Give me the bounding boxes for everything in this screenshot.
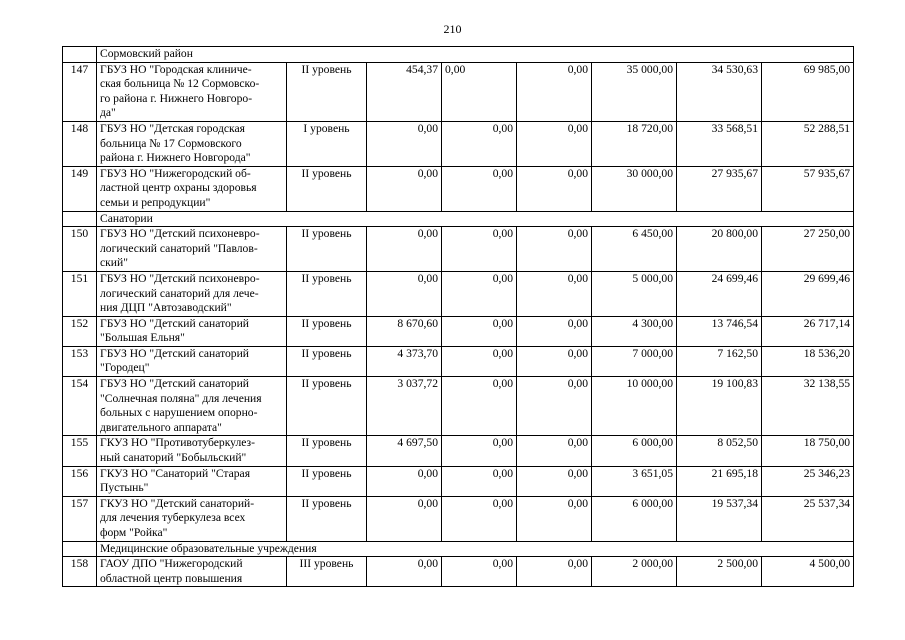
amount-c3: 0,00 [517, 496, 592, 541]
amount-c1: 8 670,60 [367, 316, 442, 346]
section-row [63, 211, 854, 227]
institution-name-line: логический санаторий "Павлов- [100, 241, 258, 255]
table-row [63, 466, 854, 496]
care-level: II уровень [287, 316, 367, 346]
amount-c2: 0,00 [442, 346, 517, 376]
institution-name-line: ГКУЗ НО "Санаторий "Старая [100, 466, 251, 480]
amount-c1: 3 037,72 [367, 377, 442, 436]
table-row [63, 121, 854, 166]
amount-c6: 57 935,67 [762, 166, 854, 211]
row-number: 158 [63, 557, 97, 587]
table-row [63, 227, 854, 272]
amount-c4: 35 000,00 [592, 62, 677, 121]
amount-c5: 33 568,51 [677, 121, 762, 166]
amount-c4: 10 000,00 [592, 377, 677, 436]
amount-c3: 0,00 [517, 62, 592, 121]
institution-name [97, 121, 287, 166]
institution-name-line: больница № 17 Сормовского [100, 136, 242, 150]
section-row [63, 541, 854, 557]
amount-c6: 18 750,00 [762, 436, 854, 466]
amount-c4: 3 651,05 [592, 466, 677, 496]
row-number: 153 [63, 346, 97, 376]
amount-c3: 0,00 [517, 166, 592, 211]
institution-name-line: да" [100, 106, 116, 120]
table-row [63, 557, 854, 587]
amount-c1: 0,00 [367, 166, 442, 211]
institution-name-line: ский" [100, 256, 128, 270]
institution-name [97, 466, 287, 496]
institution-name-line: ГБУЗ НО "Детский санаторий [100, 346, 249, 360]
amount-c1: 0,00 [367, 496, 442, 541]
institution-name-line: ГБУЗ НО "Нижегородский об- [100, 166, 251, 180]
table-row [63, 377, 854, 436]
table-row [63, 271, 854, 316]
row-number: 150 [63, 227, 97, 272]
institution-name-line: ный санаторий "Бобыльский" [100, 451, 247, 465]
amount-c6: 25 346,23 [762, 466, 854, 496]
amount-c4: 18 720,00 [592, 121, 677, 166]
amount-c3: 0,00 [517, 466, 592, 496]
row-number: 149 [63, 166, 97, 211]
institution-name-line: ГБУЗ НО "Детская городская [100, 121, 245, 135]
amount-c3: 0,00 [517, 316, 592, 346]
amount-c4: 4 300,00 [592, 316, 677, 346]
care-level: II уровень [287, 436, 367, 466]
institution-name-line: ГАОУ ДПО "Нижегородский [100, 557, 243, 571]
amount-c6: 4 500,00 [762, 557, 854, 587]
institution-name-line: областной центр повышения [100, 571, 243, 585]
amount-c6: 18 536,20 [762, 346, 854, 376]
institution-name-line: ГБУЗ НО "Городская клиниче- [100, 62, 252, 76]
institution-name-line: ГБУЗ НО "Детский психоневро- [100, 227, 260, 241]
amount-c5: 24 699,46 [677, 271, 762, 316]
institution-name-line: района г. Нижнего Новгорода" [100, 151, 251, 165]
amount-c2: 0,00 [442, 557, 517, 587]
table-row [63, 316, 854, 346]
care-level: II уровень [287, 62, 367, 121]
amount-c5: 34 530,63 [677, 62, 762, 121]
amount-c2: 0,00 [442, 166, 517, 211]
institution-name [97, 377, 287, 436]
amount-c1: 0,00 [367, 121, 442, 166]
amount-c4: 6 450,00 [592, 227, 677, 272]
amount-c2: 0,00 [442, 121, 517, 166]
amount-c5: 13 746,54 [677, 316, 762, 346]
amount-c4: 7 000,00 [592, 346, 677, 376]
amount-c3: 0,00 [517, 121, 592, 166]
amount-c4: 2 000,00 [592, 557, 677, 587]
amount-c3: 0,00 [517, 227, 592, 272]
amount-c4: 30 000,00 [592, 166, 677, 211]
amount-c3: 0,00 [517, 557, 592, 587]
section-title: Медицинские образовательные учреждения [97, 541, 854, 557]
amount-c1: 0,00 [367, 227, 442, 272]
table-row [63, 436, 854, 466]
institution-name-line: двигательного аппарата" [100, 420, 222, 434]
care-level: II уровень [287, 271, 367, 316]
amount-c1: 4 697,50 [367, 436, 442, 466]
institution-name-line: Пустынь" [100, 481, 149, 495]
amount-c2: 0,00 [442, 496, 517, 541]
section-row [63, 47, 854, 63]
table-row [63, 166, 854, 211]
row-number: 151 [63, 271, 97, 316]
amount-c4: 5 000,00 [592, 271, 677, 316]
institution-name-line: "Городец" [100, 361, 150, 375]
row-number: 156 [63, 466, 97, 496]
row-number: 155 [63, 436, 97, 466]
amount-c5: 7 162,50 [677, 346, 762, 376]
amount-c2: 0,00 [442, 316, 517, 346]
row-number: 147 [63, 62, 97, 121]
amount-c2: 0,00 [442, 62, 517, 121]
amount-c5: 20 800,00 [677, 227, 762, 272]
institution-name [97, 227, 287, 272]
amount-c6: 32 138,55 [762, 377, 854, 436]
amount-c6: 26 717,14 [762, 316, 854, 346]
amount-c3: 0,00 [517, 271, 592, 316]
institution-name [97, 557, 287, 587]
section-num-cell [63, 541, 97, 557]
section-num-cell [63, 47, 97, 63]
institution-name-line: ГКУЗ НО "Противотуберкулез- [100, 436, 255, 450]
institution-name-line: логический санаторий для лече- [100, 286, 259, 300]
budget-table [62, 46, 854, 587]
institution-name-line: ГКУЗ НО "Детский санаторий- [100, 496, 255, 510]
amount-c5: 27 935,67 [677, 166, 762, 211]
row-number: 157 [63, 496, 97, 541]
institution-name-line: ская больница № 12 Сормовско- [100, 77, 260, 91]
amount-c1: 0,00 [367, 466, 442, 496]
table-row [63, 346, 854, 376]
amount-c3: 0,00 [517, 377, 592, 436]
care-level: III уровень [287, 557, 367, 587]
institution-name [97, 496, 287, 541]
table-row [63, 62, 854, 121]
amount-c2: 0,00 [442, 436, 517, 466]
row-number: 152 [63, 316, 97, 346]
institution-name-line: форм "Ройка" [100, 526, 168, 539]
institution-name [97, 62, 287, 121]
amount-c5: 8 052,50 [677, 436, 762, 466]
institution-name-line: для лечения туберкулеза всех [100, 511, 246, 525]
care-level: I уровень [287, 121, 367, 166]
amount-c5: 19 537,34 [677, 496, 762, 541]
amount-c1: 0,00 [367, 271, 442, 316]
amount-c2: 0,00 [442, 271, 517, 316]
institution-name [97, 271, 287, 316]
amount-c6: 27 250,00 [762, 227, 854, 272]
amount-c3: 0,00 [517, 346, 592, 376]
amount-c1: 0,00 [367, 557, 442, 587]
amount-c4: 6 000,00 [592, 436, 677, 466]
institution-name-line: ГБУЗ НО "Детский санаторий [100, 377, 249, 391]
amount-c6: 52 288,51 [762, 121, 854, 166]
institution-name-line: ния ДЦП "Автозаводский" [100, 301, 232, 315]
amount-c2: 0,00 [442, 466, 517, 496]
care-level: II уровень [287, 166, 367, 211]
amount-c5: 21 695,18 [677, 466, 762, 496]
section-title: Сормовский район [97, 47, 854, 63]
amount-c6: 29 699,46 [762, 271, 854, 316]
care-level: II уровень [287, 377, 367, 436]
section-num-cell [63, 211, 97, 227]
amount-c4: 6 000,00 [592, 496, 677, 541]
row-number: 148 [63, 121, 97, 166]
amount-c5: 2 500,00 [677, 557, 762, 587]
institution-name [97, 316, 287, 346]
institution-name-line: го района г. Нижнего Новгоро- [100, 91, 253, 105]
institution-name-line: ластной центр охраны здоровья [100, 181, 257, 195]
care-level: II уровень [287, 346, 367, 376]
institution-name-line: семьи и репродукции" [100, 195, 211, 209]
care-level: II уровень [287, 466, 367, 496]
amount-c3: 0,00 [517, 436, 592, 466]
institution-name-line: ГБУЗ НО "Детский психоневро- [100, 271, 260, 285]
care-level: II уровень [287, 227, 367, 272]
institution-name [97, 436, 287, 466]
amount-c1: 4 373,70 [367, 346, 442, 376]
page-number: 210 [443, 22, 462, 36]
care-level: II уровень [287, 496, 367, 541]
amount-c5: 19 100,83 [677, 377, 762, 436]
institution-name-line: больных с нарушением опорно- [100, 406, 258, 420]
amount-c2: 0,00 [442, 227, 517, 272]
table-row [63, 496, 854, 541]
amount-c1: 454,37 [367, 62, 442, 121]
institution-name-line: "Солнечная поляна" для лечения [100, 391, 262, 405]
institution-name-line: ГБУЗ НО "Детский санаторий [100, 316, 249, 330]
institution-name [97, 346, 287, 376]
amount-c2: 0,00 [442, 377, 517, 436]
amount-c6: 69 985,00 [762, 62, 854, 121]
section-title: Санатории [97, 211, 854, 227]
institution-name-line: "Большая Ельня" [100, 331, 185, 345]
row-number: 154 [63, 377, 97, 436]
amount-c6: 25 537,34 [762, 496, 854, 541]
institution-name [97, 166, 287, 211]
